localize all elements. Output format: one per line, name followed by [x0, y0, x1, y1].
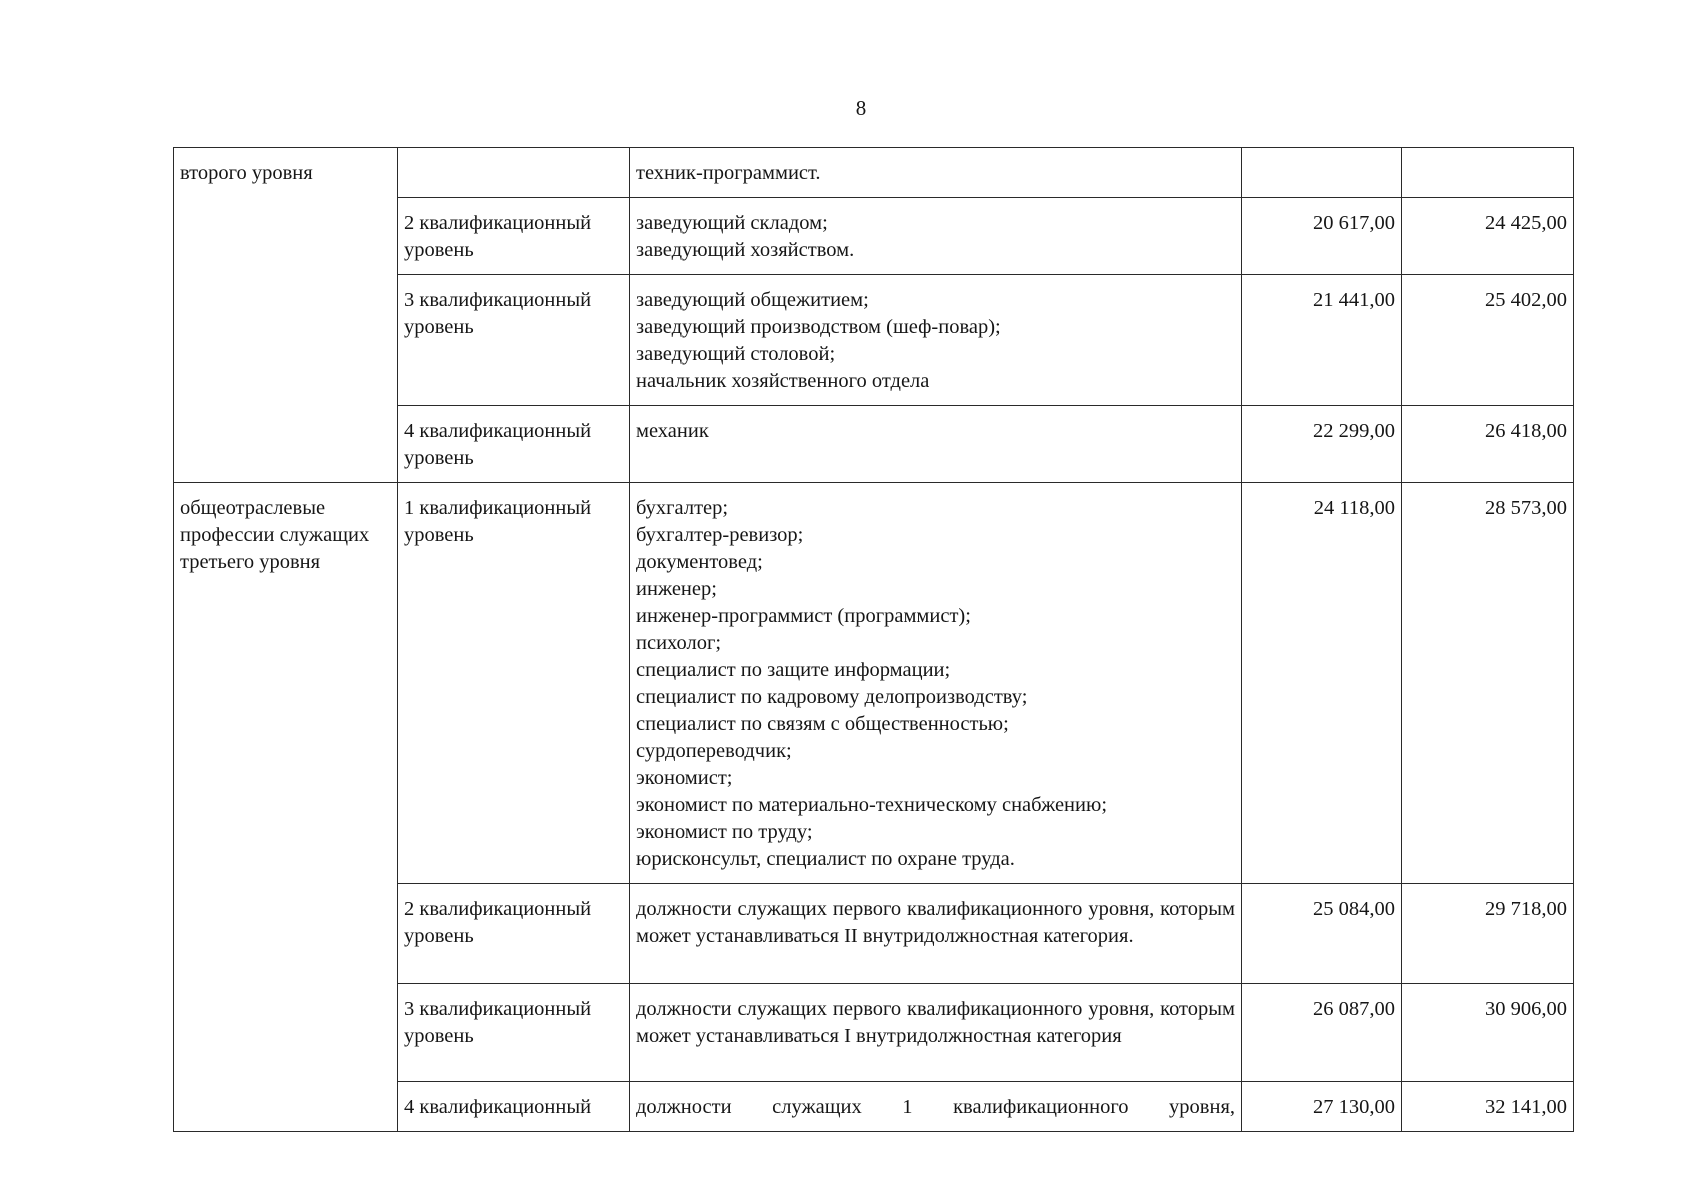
positions-cell — [630, 406, 1242, 483]
salary-cell: 20 617,00 — [1242, 198, 1402, 275]
level-cell: 3 квалификационный уровень — [398, 275, 630, 406]
position-item: начальник хозяйственного отдела — [636, 370, 930, 392]
page-number: 8 — [855, 96, 867, 120]
position-item: бухгалтер; — [636, 497, 729, 519]
position-item: инженер-программист (программист); — [636, 605, 971, 627]
level-cell: 2 квалификационный уровень — [398, 198, 630, 275]
positions-cell — [630, 198, 1242, 275]
position-item: техник-программист. — [636, 162, 821, 184]
salary-cell: 24 425,00 — [1402, 198, 1574, 275]
position-item: заведующий столовой; — [636, 343, 836, 365]
position-item: должности служащих первого квалификационного уровня, которым может устанавливаться II внутридолжностная категория. — [636, 898, 1235, 947]
table-row — [174, 483, 1574, 884]
positions-cell — [630, 884, 1242, 984]
position-item: заведующий общежитием; — [636, 289, 869, 311]
salary-cell: 25 084,00 — [1242, 884, 1402, 984]
group-name-cell: общеотраслевые профессии служащих третьего уровня — [174, 483, 398, 1132]
level-cell: 4 квалификационный — [398, 1082, 630, 1132]
salary-cell: 21 441,00 — [1242, 275, 1402, 406]
position-item: специалист по кадровому делопроизводству; — [636, 686, 1028, 708]
level-cell: 1 квалификационный уровень — [398, 483, 630, 884]
group-name-cell: второго уровня — [174, 148, 398, 483]
salary-cell — [1402, 148, 1574, 198]
position-item: экономист по труду; — [636, 821, 813, 843]
position-item: юрисконсульт, специалист по охране труда. — [636, 848, 1015, 870]
positions-cell — [630, 984, 1242, 1082]
position-item: должности служащих 1 квалификационного уровня, — [636, 1096, 1235, 1118]
position-item: инженер; — [636, 578, 717, 600]
position-item: сурдопереводчик; — [636, 740, 792, 762]
position-item: бухгалтер-ревизор; — [636, 524, 804, 546]
position-item: экономист; — [636, 767, 733, 789]
salary-cell: 28 573,00 — [1402, 483, 1574, 884]
salary-cell: 24 118,00 — [1242, 483, 1402, 884]
positions-cell — [630, 1082, 1242, 1132]
positions-cell — [630, 148, 1242, 198]
position-item: заведующий производством (шеф-повар); — [636, 316, 1001, 338]
salary-cell — [1242, 148, 1402, 198]
position-item: документовед; — [636, 551, 763, 573]
salary-cell: 30 906,00 — [1402, 984, 1574, 1082]
position-item: заведующий хозяйством. — [636, 239, 855, 261]
position-item: заведующий складом; — [636, 212, 828, 234]
salary-cell: 22 299,00 — [1242, 406, 1402, 483]
table-row — [174, 148, 1574, 198]
salary-cell: 25 402,00 — [1402, 275, 1574, 406]
position-item: экономист по материально-техническому снабжению; — [636, 794, 1108, 816]
salary-cell: 26 087,00 — [1242, 984, 1402, 1082]
salary-cell: 32 141,00 — [1402, 1082, 1574, 1132]
position-item: психолог; — [636, 632, 722, 654]
level-cell: 2 квалификационный уровень — [398, 884, 630, 984]
position-item: специалист по связям с общественностью; — [636, 713, 1009, 735]
position-item: должности служащих первого квалификационного уровня, которым может устанавливаться I внутридолжностная категория — [636, 998, 1235, 1047]
position-item: специалист по защите информации; — [636, 659, 951, 681]
positions-cell — [630, 275, 1242, 406]
positions-cell — [630, 483, 1242, 884]
position-item: механик — [636, 420, 709, 442]
level-cell: 3 квалификационный уровень — [398, 984, 630, 1082]
salary-table — [173, 147, 1574, 1132]
level-cell: 4 квалификационный уровень — [398, 406, 630, 483]
level-cell — [398, 148, 630, 198]
salary-cell: 26 418,00 — [1402, 406, 1574, 483]
salary-cell: 27 130,00 — [1242, 1082, 1402, 1132]
salary-cell: 29 718,00 — [1402, 884, 1574, 984]
